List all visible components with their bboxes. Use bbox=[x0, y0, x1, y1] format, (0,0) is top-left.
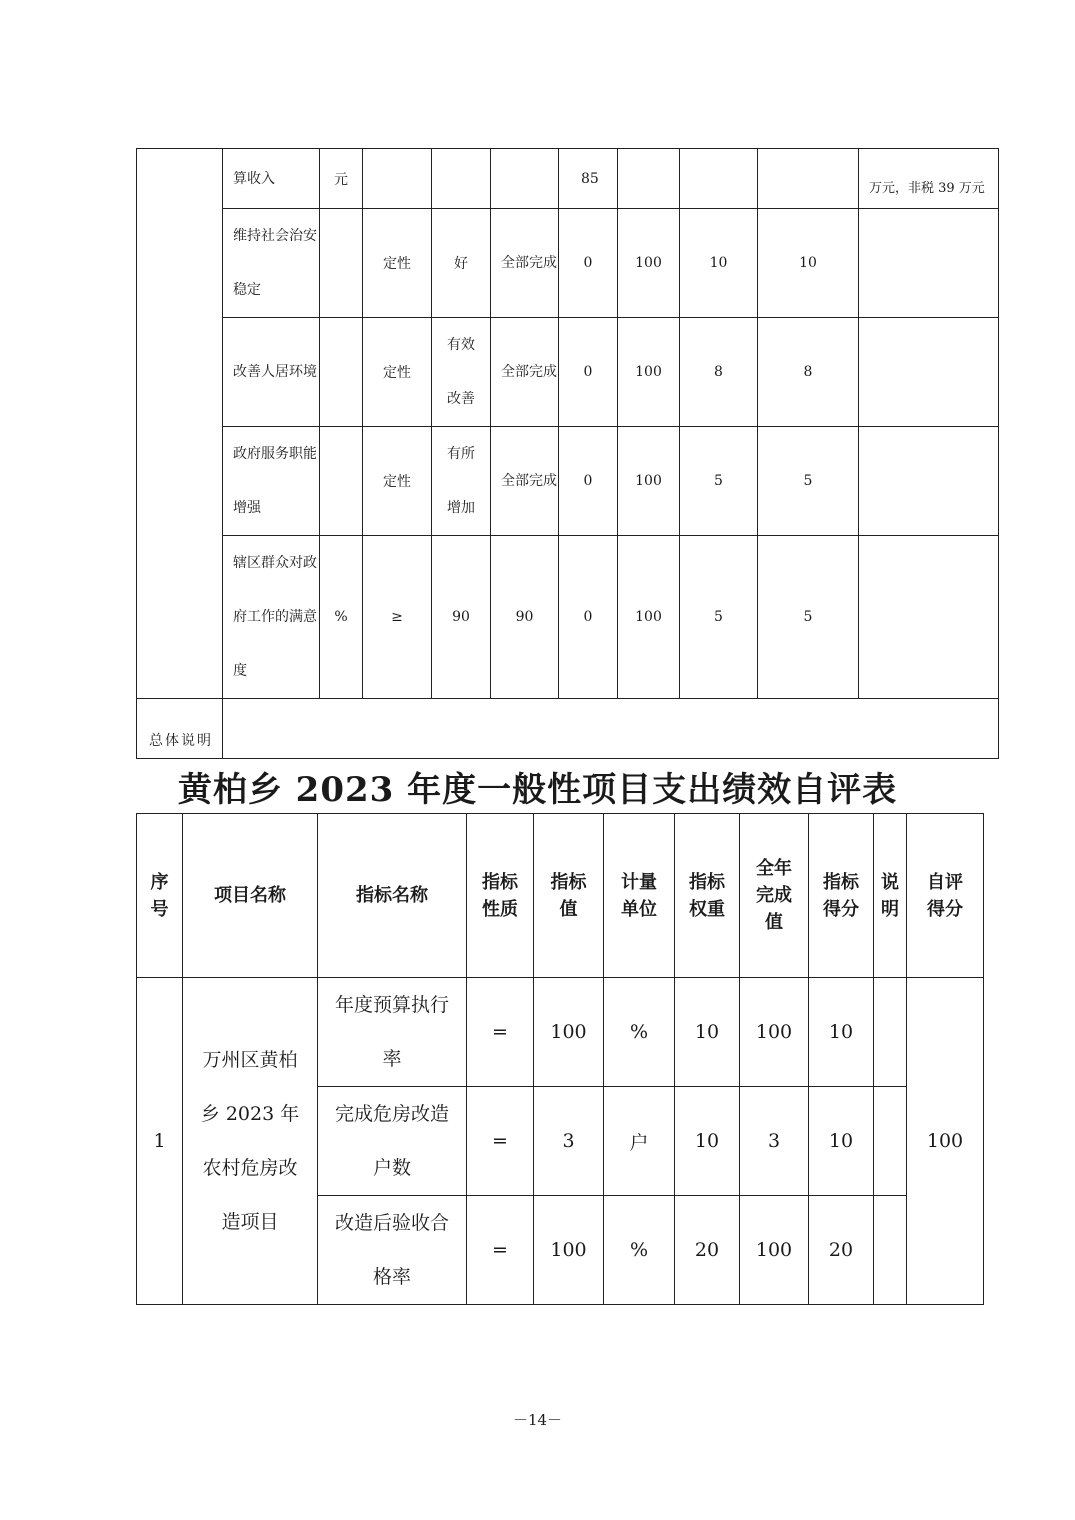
operator-cell: 定性 bbox=[363, 427, 432, 536]
value-cell: 5 bbox=[758, 427, 859, 536]
weight-cell: 10 bbox=[675, 978, 740, 1087]
score-cell: 10 bbox=[809, 1087, 874, 1196]
summary-content bbox=[223, 699, 999, 759]
value-cell: 10 bbox=[758, 209, 859, 318]
value-cell: 8 bbox=[758, 318, 859, 427]
actual-cell: 全部完成 bbox=[491, 209, 559, 318]
weight-cell: 10 bbox=[675, 1087, 740, 1196]
target-cell: 90 bbox=[432, 536, 491, 699]
note-cell bbox=[859, 427, 999, 536]
unit-cell: % bbox=[604, 1196, 675, 1305]
summary-label: 总体说明 bbox=[137, 699, 223, 759]
value-cell: 0 bbox=[559, 209, 618, 318]
header-row bbox=[137, 814, 984, 978]
target-cell: 好 bbox=[432, 209, 491, 318]
indicator-name: 年度预算执行率 bbox=[318, 978, 467, 1087]
indicator-name: 改善人居环境 bbox=[223, 318, 320, 427]
header-indicator-score: 指标得分 bbox=[809, 814, 874, 978]
value-cell: 100 bbox=[534, 978, 604, 1087]
nature-cell: = bbox=[467, 1196, 534, 1305]
indicator-name: 算收入 bbox=[223, 149, 320, 209]
value-cell: 5 bbox=[758, 536, 859, 699]
score-cell: 20 bbox=[809, 1196, 874, 1305]
remark-cell bbox=[874, 1087, 907, 1196]
unit-cell: 户 bbox=[604, 1087, 675, 1196]
value-cell: 3 bbox=[534, 1087, 604, 1196]
value-cell: 100 bbox=[618, 536, 680, 699]
value-cell: 85 bbox=[559, 149, 618, 209]
value-cell: 100 bbox=[618, 209, 680, 318]
indicator-name: 维持社会治安稳定 bbox=[223, 209, 320, 318]
nature-cell: = bbox=[467, 1087, 534, 1196]
value-cell: 0 bbox=[559, 318, 618, 427]
value-cell bbox=[680, 149, 758, 209]
value-cell: 100 bbox=[618, 427, 680, 536]
nature-cell: = bbox=[467, 978, 534, 1087]
note-cell bbox=[859, 209, 999, 318]
target-cell: 有所增加 bbox=[432, 427, 491, 536]
seq-cell: 1 bbox=[137, 978, 183, 1305]
target-cell: 有效改善 bbox=[432, 318, 491, 427]
actual-cell: 全部完成 bbox=[491, 427, 559, 536]
table-row bbox=[137, 209, 999, 318]
table-row bbox=[137, 318, 999, 427]
weight-cell: 20 bbox=[675, 1196, 740, 1305]
note-cell: 万元，非税 39 万元 bbox=[859, 149, 999, 209]
header-annual-done: 全年完成值 bbox=[740, 814, 809, 978]
indicator-name: 政府服务职能增强 bbox=[223, 427, 320, 536]
unit-cell: % bbox=[320, 536, 363, 699]
indicator-name: 完成危房改造户数 bbox=[318, 1087, 467, 1196]
actual-cell: 90 bbox=[491, 536, 559, 699]
indicator-name: 改造后验收合格率 bbox=[318, 1196, 467, 1305]
top-indicator-table bbox=[136, 148, 999, 759]
unit-cell bbox=[320, 427, 363, 536]
unit-cell bbox=[320, 209, 363, 318]
project-name-cell: 万州区黄柏乡 2023 年农村危房改造项目 bbox=[183, 978, 318, 1305]
unit-cell: 元 bbox=[320, 149, 363, 209]
target-cell bbox=[432, 149, 491, 209]
header-unit: 计量单位 bbox=[604, 814, 675, 978]
header-indicator-nature: 指标性质 bbox=[467, 814, 534, 978]
self-score-cell: 100 bbox=[907, 978, 984, 1305]
value-cell: 8 bbox=[680, 318, 758, 427]
page-number: －14－ bbox=[512, 1411, 563, 1429]
operator-cell: 定性 bbox=[363, 318, 432, 427]
value-cell: 10 bbox=[680, 209, 758, 318]
note-cell bbox=[859, 318, 999, 427]
summary-row bbox=[137, 699, 999, 759]
value-cell bbox=[758, 149, 859, 209]
value-cell: 0 bbox=[559, 427, 618, 536]
header-indicator-name: 指标名称 bbox=[318, 814, 467, 978]
table-row bbox=[137, 536, 999, 699]
unit-cell bbox=[320, 318, 363, 427]
table-row bbox=[137, 978, 984, 1087]
header-indicator-value: 指标值 bbox=[534, 814, 604, 978]
header-self-score: 自评得分 bbox=[907, 814, 984, 978]
header-project-name: 项目名称 bbox=[183, 814, 318, 978]
header-weight: 指标权重 bbox=[675, 814, 740, 978]
remark-cell bbox=[874, 1196, 907, 1305]
value-cell: 100 bbox=[534, 1196, 604, 1305]
note-cell bbox=[859, 536, 999, 699]
unit-cell: % bbox=[604, 978, 675, 1087]
table-row bbox=[137, 427, 999, 536]
value-cell: 5 bbox=[680, 427, 758, 536]
operator-cell bbox=[363, 149, 432, 209]
value-cell bbox=[618, 149, 680, 209]
page-title: 黄柏乡 2023 年度一般性项目支出绩效自评表 bbox=[177, 770, 898, 810]
operator-cell: ≥ bbox=[363, 536, 432, 699]
category-cell bbox=[137, 149, 223, 699]
done-cell: 3 bbox=[740, 1087, 809, 1196]
actual-cell bbox=[491, 149, 559, 209]
actual-cell: 全部完成 bbox=[491, 318, 559, 427]
value-cell: 0 bbox=[559, 536, 618, 699]
header-seq: 序号 bbox=[137, 814, 183, 978]
indicator-name: 辖区群众对政府工作的满意度 bbox=[223, 536, 320, 699]
value-cell: 100 bbox=[618, 318, 680, 427]
operator-cell: 定性 bbox=[363, 209, 432, 318]
score-cell: 10 bbox=[809, 978, 874, 1087]
header-remark: 说明 bbox=[874, 814, 907, 978]
remark-cell bbox=[874, 978, 907, 1087]
done-cell: 100 bbox=[740, 978, 809, 1087]
value-cell: 5 bbox=[680, 536, 758, 699]
done-cell: 100 bbox=[740, 1196, 809, 1305]
table-row bbox=[137, 149, 999, 209]
performance-evaluation-table bbox=[136, 813, 984, 1305]
